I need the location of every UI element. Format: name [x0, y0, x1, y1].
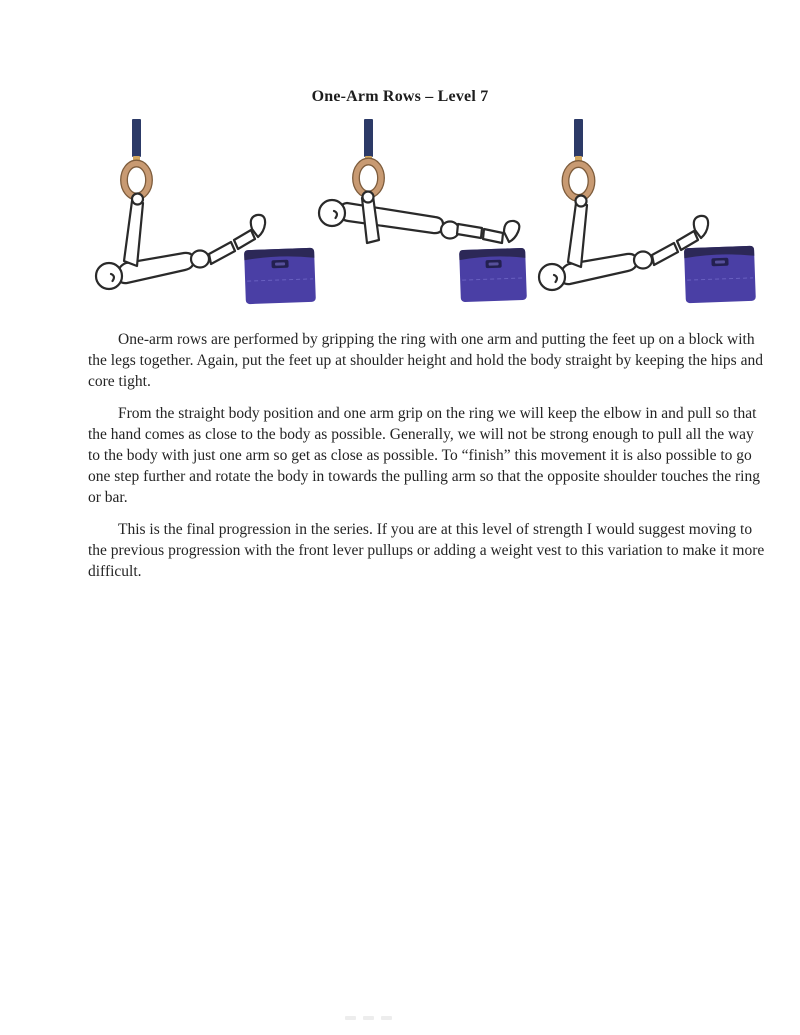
- figure-start-position: [90, 113, 330, 310]
- figure-pull-position: [310, 113, 550, 310]
- footer-cropped-text: [345, 1016, 392, 1020]
- thigh: [652, 243, 678, 265]
- hand-grip: [132, 194, 143, 205]
- foot-block: [244, 248, 316, 304]
- torso: [339, 203, 443, 233]
- ring-strap: [364, 119, 373, 157]
- page-title: One-Arm Rows – Level 7: [311, 88, 489, 105]
- paragraph-execution: From the straight body position and one arm grip on the ring we will keep the elbow in and pull so that the hand comes as close to the body as possible. Generally, we will not be strong enough to pull all the way to the body with just one arm so get as close as possible. To “finish” this movement it is also possible to go one step further and rotate the body in towards the pulling arm so that the opposite shoulder touches the ring or bar.: [88, 405, 760, 506]
- shin: [483, 229, 503, 243]
- paragraph-setup: One-arm rows are performed by gripping the ring with one arm and putting the feet up on a block with the legs together. Again, put the feet up at shoulder height and hold the body straight by keeping the hips and core tight.: [88, 331, 763, 390]
- hand-grip: [576, 196, 587, 207]
- foot-block: [684, 246, 756, 303]
- exercise-figures: [0, 0, 800, 320]
- ring-strap: [574, 119, 583, 157]
- head: [319, 200, 345, 226]
- hand-grip: [363, 192, 374, 203]
- athlete-figure: [319, 192, 519, 244]
- figure-finish-position: [530, 113, 770, 310]
- thigh: [457, 224, 482, 238]
- hip-joint: [191, 251, 209, 268]
- head: [96, 263, 122, 289]
- foot-block: [459, 248, 527, 302]
- arm: [124, 201, 143, 266]
- head: [539, 264, 565, 290]
- thigh: [209, 242, 235, 264]
- shin: [677, 231, 698, 250]
- body-text: [88, 329, 766, 593]
- footer-mark: [345, 1016, 356, 1020]
- arm: [568, 203, 587, 267]
- hip-joint: [634, 252, 652, 269]
- footer-mark: [381, 1016, 392, 1020]
- athlete-figure: [539, 196, 708, 291]
- shin: [234, 230, 255, 249]
- footer-mark: [363, 1016, 374, 1020]
- ring-strap: [132, 119, 141, 157]
- paragraph-progression: This is the final progression in the series. If you are at this level of strength I would suggest moving to the previous progression with the front lever pullups or adding a weight vest to this variation to make it more difficult.: [88, 521, 765, 580]
- foot: [504, 221, 519, 242]
- athlete-figure: [96, 194, 265, 290]
